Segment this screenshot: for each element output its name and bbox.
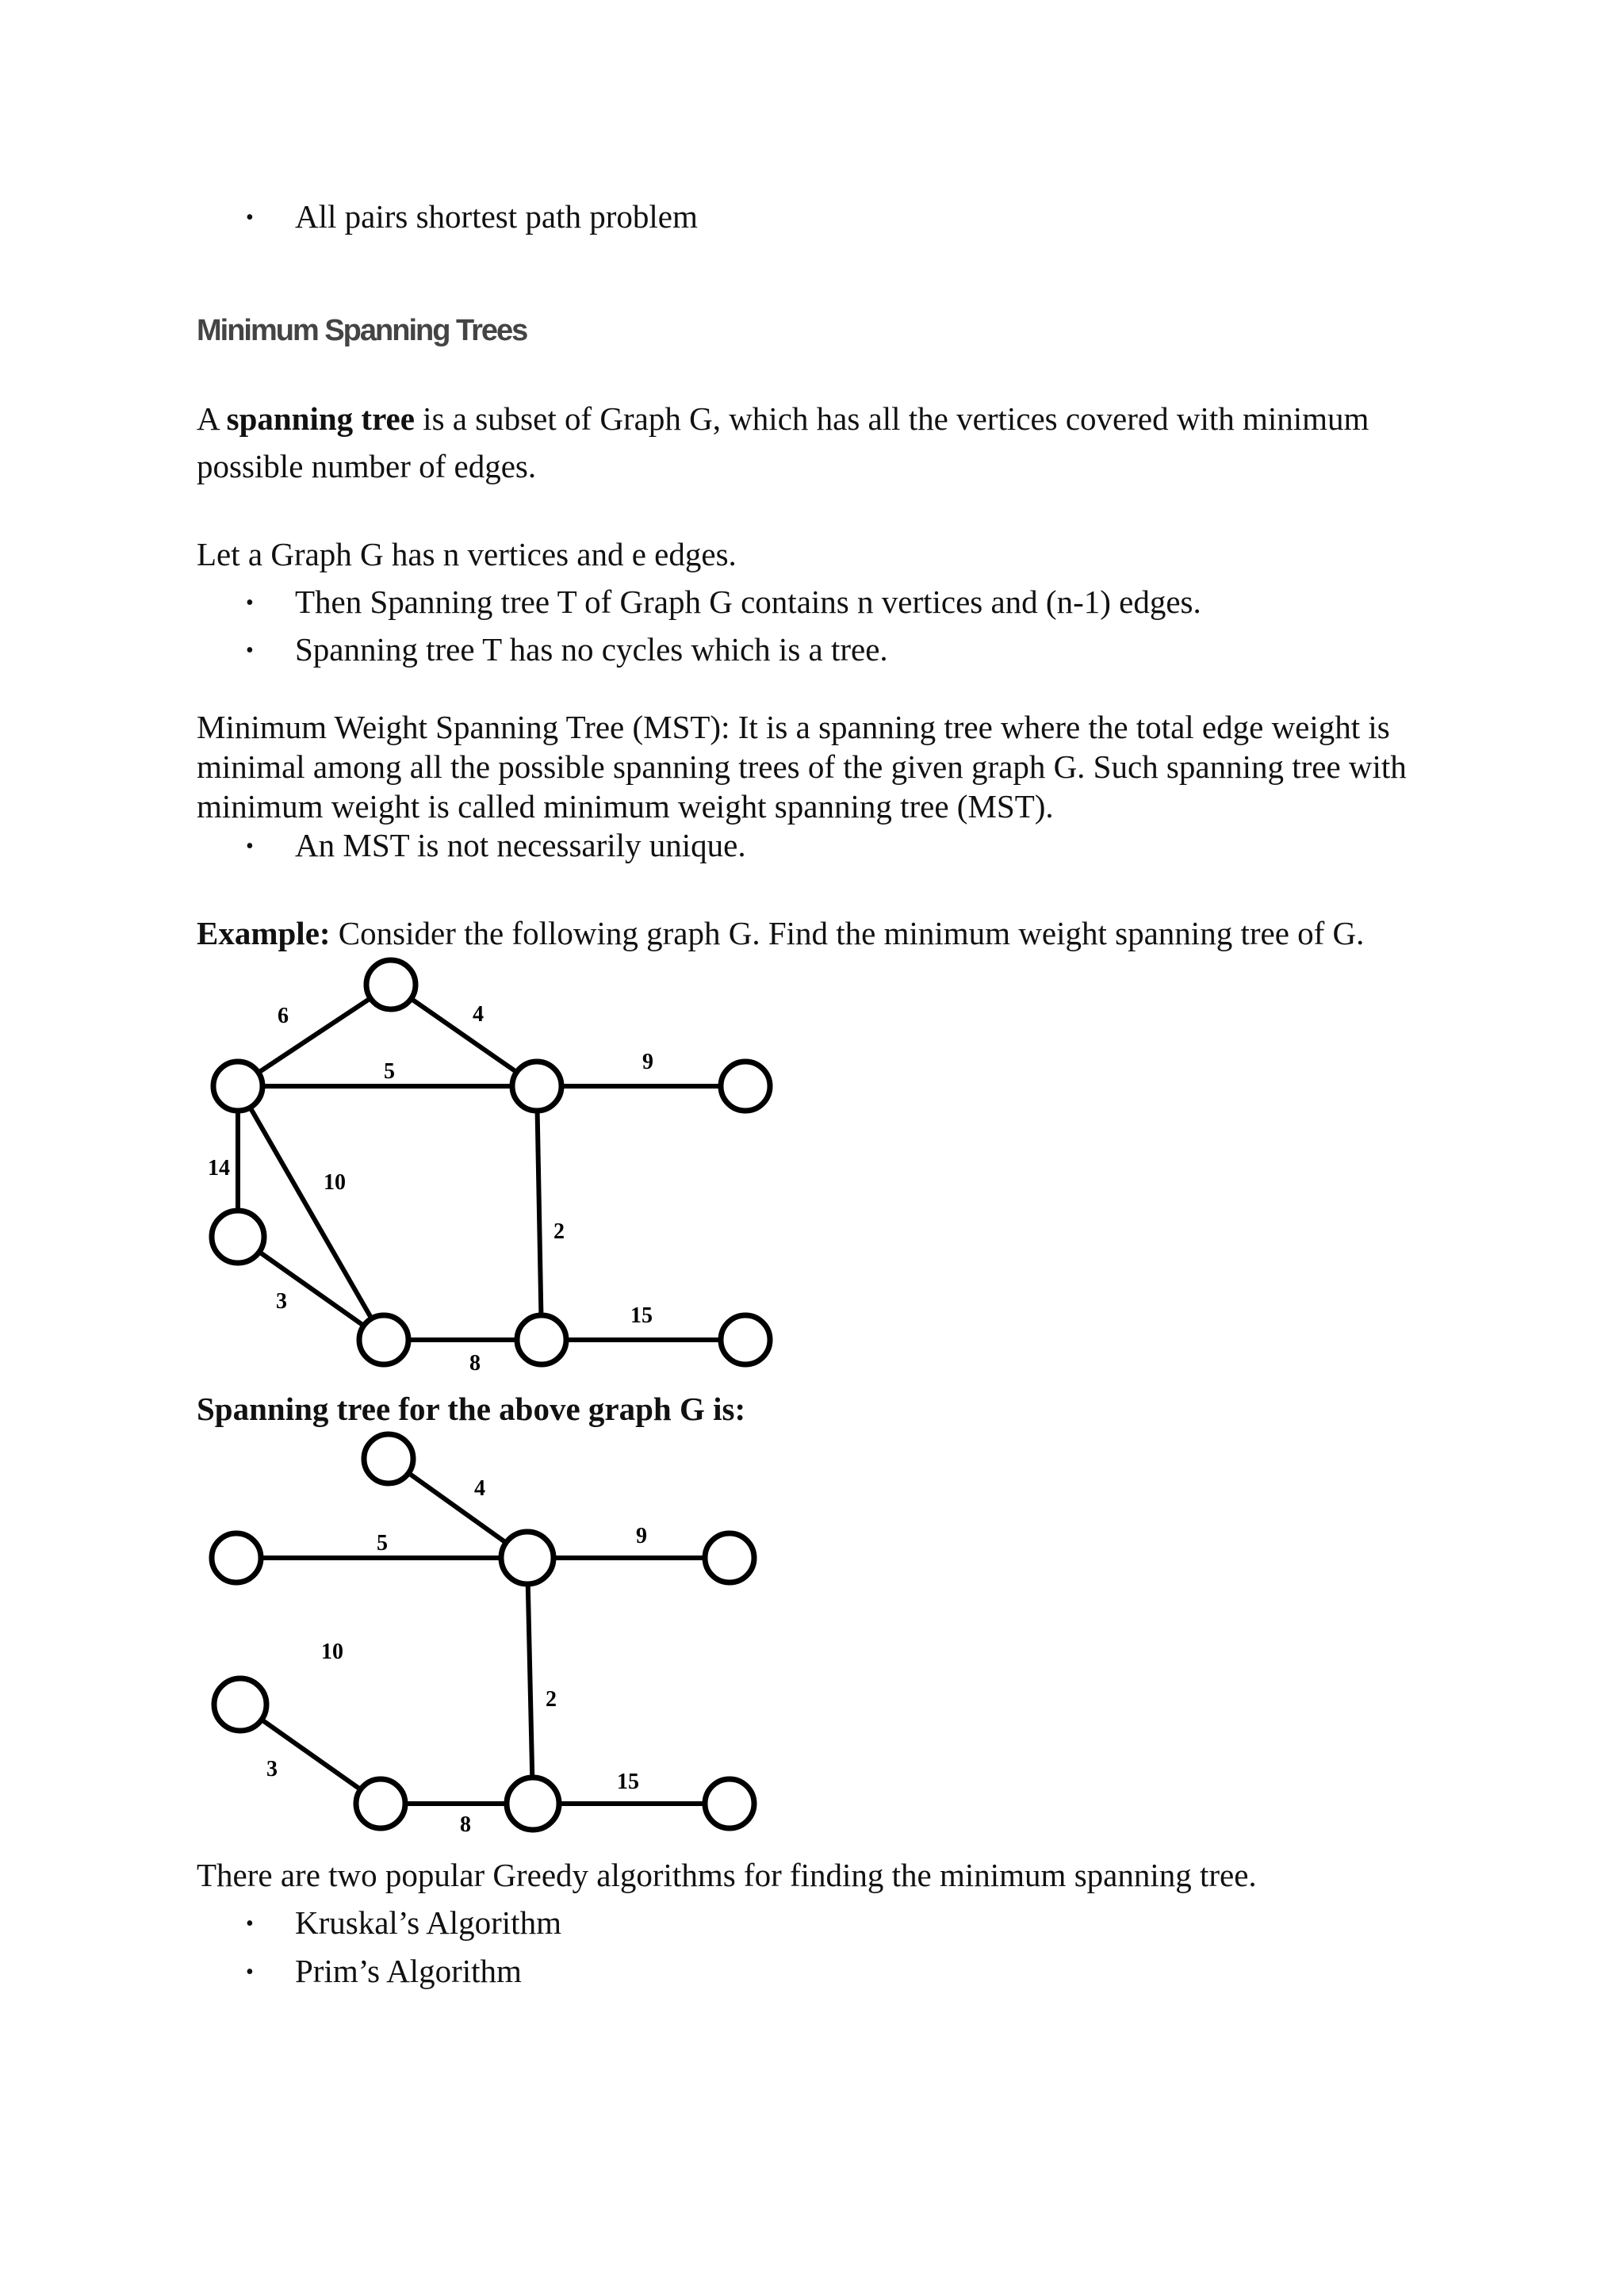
node: [705, 1533, 754, 1582]
node: [356, 1779, 405, 1828]
mst-line-3: minimum weight is called minimum weight spanning tree (MST).: [197, 788, 1054, 825]
edge-weight: 2: [546, 1687, 557, 1712]
bullet-dot: •: [246, 591, 254, 615]
greedy-line: There are two popular Greedy algorithms for finding the minimum spanning tree.: [197, 1857, 1257, 1893]
edge-weight: 2: [553, 1219, 565, 1244]
edge-weight: 4: [473, 1002, 484, 1027]
edge-weight: 6: [278, 1004, 289, 1028]
bullet-all-pairs: All pairs shortest path problem: [295, 198, 698, 235]
bullet-dot: •: [246, 834, 254, 859]
example-text: Consider the following graph G. Find the minimum weight spanning tree of G.: [330, 915, 1365, 951]
definition-rest: is a subset of Graph G, which has all the vertices covered with minimum: [414, 400, 1369, 437]
spanning-tree-caption: Spanning tree for the above graph G is:: [197, 1391, 746, 1427]
node: [507, 1777, 559, 1830]
edge-weight: 5: [377, 1531, 388, 1556]
example-label: Example:: [197, 915, 331, 951]
edge-weight: 3: [266, 1757, 278, 1781]
mst-line-1: Minimum Weight Spanning Tree (MST): It is a spanning tree where the total edge weight is: [197, 709, 1390, 745]
definition-term: spanning tree: [226, 400, 415, 437]
bullet-no-cycles: Spanning tree T has no cycles which is a tree.: [295, 631, 888, 668]
bullet-kruskal: Kruskal’s Algorithm: [295, 1904, 561, 1941]
edge-weight: 14: [208, 1156, 230, 1181]
definition-prefix: A: [197, 400, 227, 437]
bullet-prim: Prim’s Algorithm: [295, 1953, 522, 1989]
bullet-dot: •: [246, 205, 254, 230]
bullet-not-unique: An MST is not necessarily unique.: [295, 827, 746, 863]
edge-weight: 9: [636, 1524, 647, 1548]
edge-weight: 8: [469, 1351, 481, 1376]
node: [501, 1532, 553, 1584]
section-heading: Minimum Spanning Trees: [197, 314, 527, 347]
edge-weight: 5: [384, 1059, 395, 1084]
tree-weights: [266, 1476, 647, 1837]
bullet-dot: •: [246, 638, 254, 663]
bullet-dot: •: [246, 1960, 254, 1984]
edge-weight: 15: [617, 1770, 639, 1794]
node: [214, 1678, 266, 1731]
edge-weight: 10: [324, 1170, 346, 1195]
edge-weight: 3: [276, 1289, 287, 1314]
edge-weight: 4: [474, 1476, 485, 1501]
edge-weight: 8: [460, 1812, 471, 1837]
bullet-n-minus-1: Then Spanning tree T of Graph G contains n vertices and (n-1) edges.: [295, 584, 1201, 620]
tree-edges: [236, 1459, 730, 1804]
node: [364, 1434, 413, 1483]
let-line: Let a Graph G has n vertices and e edges.: [197, 536, 737, 572]
bullet-dot: •: [246, 1911, 254, 1936]
node: [212, 1533, 261, 1582]
definition-line-2: possible number of edges.: [197, 448, 537, 484]
mst-line-2: minimal among all the possible spanning trees of the given graph G. Such spanning tree with: [197, 748, 1407, 785]
edge-weight: 10: [321, 1640, 343, 1664]
node: [705, 1779, 754, 1828]
edge-weight: 9: [642, 1050, 653, 1074]
edge-weight: 15: [630, 1303, 653, 1328]
edge: [527, 1558, 533, 1804]
